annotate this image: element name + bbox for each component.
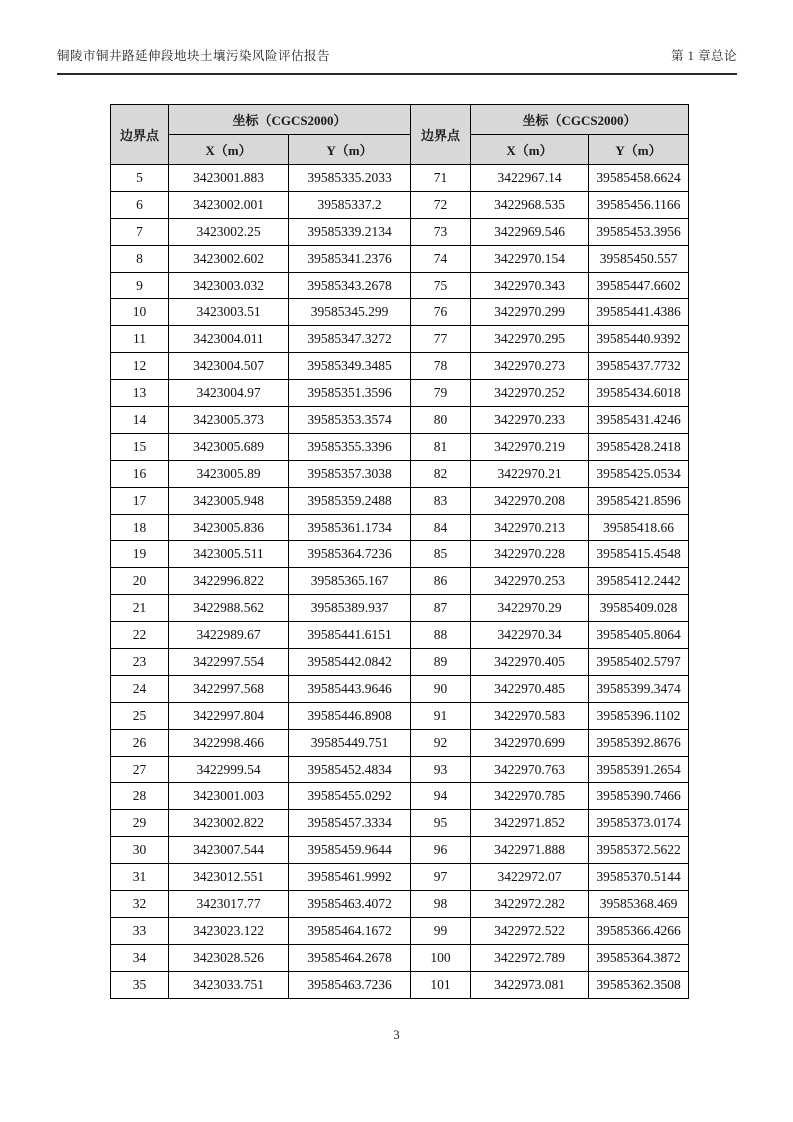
- table-cell: 3422972.282: [471, 891, 589, 918]
- table-cell: 39585463.4072: [289, 891, 411, 918]
- table-cell: 16: [111, 460, 169, 487]
- table-cell: 3422970.29: [471, 595, 589, 622]
- table-cell: 39585459.9644: [289, 837, 411, 864]
- table-cell: 39585372.5622: [589, 837, 689, 864]
- table-cell: 74: [411, 245, 471, 272]
- table-cell: 39585464.2678: [289, 944, 411, 971]
- table-row: [111, 810, 689, 837]
- table-cell: 39585452.4834: [289, 756, 411, 783]
- table-row: [111, 380, 689, 407]
- table-cell: 3422970.233: [471, 407, 589, 434]
- table-cell: 39585450.557: [589, 245, 689, 272]
- table-cell: 3422970.208: [471, 487, 589, 514]
- table-cell: 93: [411, 756, 471, 783]
- table-cell: 39585365.167: [289, 568, 411, 595]
- table-cell: 3423023.122: [169, 917, 289, 944]
- table-cell: 39585337.2: [289, 191, 411, 218]
- header-y-left: Y（m）: [289, 135, 411, 165]
- table-cell: 3423004.97: [169, 380, 289, 407]
- table-cell: 39585335.2033: [289, 165, 411, 192]
- table-cell: 39585364.7236: [289, 541, 411, 568]
- table-cell: 3422970.213: [471, 514, 589, 541]
- table-cell: 39585396.1102: [589, 702, 689, 729]
- table-cell: 81: [411, 433, 471, 460]
- table-cell: 39585399.3474: [589, 675, 689, 702]
- table-cell: 3423004.507: [169, 353, 289, 380]
- table-row: [111, 541, 689, 568]
- table-cell: 7: [111, 218, 169, 245]
- table-cell: 27: [111, 756, 169, 783]
- header-boundary-point-right: 边界点: [411, 105, 471, 165]
- table-cell: 39585442.0842: [289, 649, 411, 676]
- table-row: [111, 326, 689, 353]
- header-x-left: X（m）: [169, 135, 289, 165]
- table-row: [111, 272, 689, 299]
- table-cell: 3423007.544: [169, 837, 289, 864]
- table-cell: 39585362.3508: [589, 971, 689, 998]
- table-row: [111, 864, 689, 891]
- table-cell: 3423002.25: [169, 218, 289, 245]
- table-cell: 100: [411, 944, 471, 971]
- table-cell: 39585405.8064: [589, 622, 689, 649]
- table-cell: 20: [111, 568, 169, 595]
- table-cell: 3423002.602: [169, 245, 289, 272]
- table-cell: 39585389.937: [289, 595, 411, 622]
- table-cell: 39585368.469: [589, 891, 689, 918]
- table-cell: 73: [411, 218, 471, 245]
- table-cell: 39585391.2654: [589, 756, 689, 783]
- table-cell: 39585418.66: [589, 514, 689, 541]
- table-cell: 39585361.1734: [289, 514, 411, 541]
- table-cell: 3423003.032: [169, 272, 289, 299]
- table-cell: 98: [411, 891, 471, 918]
- table-cell: 3423005.689: [169, 433, 289, 460]
- table-cell: 39585449.751: [289, 729, 411, 756]
- table-cell: 3422972.522: [471, 917, 589, 944]
- header-y-right: Y（m）: [589, 135, 689, 165]
- table-cell: 3422969.546: [471, 218, 589, 245]
- header-boundary-point-left: 边界点: [111, 105, 169, 165]
- table-cell: 101: [411, 971, 471, 998]
- table-cell: 3422970.295: [471, 326, 589, 353]
- header-x-right: X（m）: [471, 135, 589, 165]
- table-cell: 9: [111, 272, 169, 299]
- table-row: [111, 245, 689, 272]
- table-cell: 39585461.9992: [289, 864, 411, 891]
- table-cell: 31: [111, 864, 169, 891]
- table-cell: 72: [411, 191, 471, 218]
- table-cell: 23: [111, 649, 169, 676]
- table-cell: 3422998.466: [169, 729, 289, 756]
- table-cell: 3423002.001: [169, 191, 289, 218]
- table-row: [111, 595, 689, 622]
- table-row: [111, 487, 689, 514]
- table-cell: 3422997.554: [169, 649, 289, 676]
- table-row: [111, 891, 689, 918]
- table-cell: 39585359.2488: [289, 487, 411, 514]
- table-cell: 79: [411, 380, 471, 407]
- table-cell: 28: [111, 783, 169, 810]
- table-cell: 95: [411, 810, 471, 837]
- table-cell: 15: [111, 433, 169, 460]
- table-row: [111, 917, 689, 944]
- table-cell: 3422970.154: [471, 245, 589, 272]
- table-cell: 39585421.8596: [589, 487, 689, 514]
- table-cell: 94: [411, 783, 471, 810]
- table-cell: 3422970.299: [471, 299, 589, 326]
- table-row: [111, 568, 689, 595]
- table-cell: 39585339.2134: [289, 218, 411, 245]
- table-row: [111, 756, 689, 783]
- table-cell: 39585434.6018: [589, 380, 689, 407]
- table-cell: 39585347.3272: [289, 326, 411, 353]
- table-cell: 3422967.14: [471, 165, 589, 192]
- table-cell: 3422970.785: [471, 783, 589, 810]
- table-cell: 99: [411, 917, 471, 944]
- table-cell: 3423028.526: [169, 944, 289, 971]
- table-cell: 78: [411, 353, 471, 380]
- table-cell: 97: [411, 864, 471, 891]
- table-cell: 3422999.54: [169, 756, 289, 783]
- table-cell: 39585412.2442: [589, 568, 689, 595]
- table-cell: 83: [411, 487, 471, 514]
- table-cell: 3422971.852: [471, 810, 589, 837]
- table-row: [111, 729, 689, 756]
- table-cell: 39585425.0534: [589, 460, 689, 487]
- table-cell: 84: [411, 514, 471, 541]
- header-coord-group-left: 坐标（CGCS2000）: [169, 105, 411, 135]
- table-cell: 86: [411, 568, 471, 595]
- table-cell: 24: [111, 675, 169, 702]
- table-cell: 3422972.07: [471, 864, 589, 891]
- table-row: [111, 299, 689, 326]
- table-cell: 91: [411, 702, 471, 729]
- table-cell: 3422970.21: [471, 460, 589, 487]
- table-cell: 10: [111, 299, 169, 326]
- table-cell: 88: [411, 622, 471, 649]
- table-cell: 39585373.0174: [589, 810, 689, 837]
- table-cell: 3422970.34: [471, 622, 589, 649]
- table-cell: 39585370.5144: [589, 864, 689, 891]
- table-cell: 14: [111, 407, 169, 434]
- table-row: [111, 218, 689, 245]
- table-row: [111, 165, 689, 192]
- table-cell: 12: [111, 353, 169, 380]
- table-row: [111, 407, 689, 434]
- table-cell: 39585357.3038: [289, 460, 411, 487]
- table-cell: 39585457.3334: [289, 810, 411, 837]
- table-cell: 39585343.2678: [289, 272, 411, 299]
- table-cell: 3422971.888: [471, 837, 589, 864]
- table-cell: 13: [111, 380, 169, 407]
- table-cell: 39585364.3872: [589, 944, 689, 971]
- table-cell: 39585441.4386: [589, 299, 689, 326]
- table-cell: 39585458.6624: [589, 165, 689, 192]
- table-cell: 32: [111, 891, 169, 918]
- table-cell: 3422970.699: [471, 729, 589, 756]
- table-cell: 92: [411, 729, 471, 756]
- table-row: [111, 649, 689, 676]
- table-cell: 3423017.77: [169, 891, 289, 918]
- table-cell: 80: [411, 407, 471, 434]
- running-header-title: 铜陵市铜井路延伸段地块土壤污染风险评估报告: [57, 49, 331, 63]
- table-cell: 3422970.228: [471, 541, 589, 568]
- table-cell: 34: [111, 944, 169, 971]
- table-cell: 22: [111, 622, 169, 649]
- table-cell: 3423005.511: [169, 541, 289, 568]
- table-cell: 3423012.551: [169, 864, 289, 891]
- table-cell: 35: [111, 971, 169, 998]
- table-cell: 39585351.3596: [289, 380, 411, 407]
- table-row: [111, 622, 689, 649]
- table-cell: 26: [111, 729, 169, 756]
- table-cell: 30: [111, 837, 169, 864]
- page-header: [57, 0, 737, 75]
- table-cell: 39585455.0292: [289, 783, 411, 810]
- table-cell: 85: [411, 541, 471, 568]
- table-cell: 77: [411, 326, 471, 353]
- table-cell: 90: [411, 675, 471, 702]
- table-cell: 3422970.273: [471, 353, 589, 380]
- table-cell: 39585453.3956: [589, 218, 689, 245]
- table-cell: 39585441.6151: [289, 622, 411, 649]
- table-cell: 39585431.4246: [589, 407, 689, 434]
- table-cell: 3422970.343: [471, 272, 589, 299]
- table-cell: 76: [411, 299, 471, 326]
- coordinate-table-body: [111, 165, 689, 999]
- table-row: [111, 353, 689, 380]
- table-cell: 3423005.89: [169, 460, 289, 487]
- table-cell: 3423002.822: [169, 810, 289, 837]
- table-cell: 3422972.789: [471, 944, 589, 971]
- table-cell: 39585390.7466: [589, 783, 689, 810]
- table-cell: 39585349.3485: [289, 353, 411, 380]
- table-cell: 3422973.081: [471, 971, 589, 998]
- table-cell: 39585402.5797: [589, 649, 689, 676]
- header-coord-group-right: 坐标（CGCS2000）: [471, 105, 689, 135]
- table-cell: 3423001.003: [169, 783, 289, 810]
- table-cell: 71: [411, 165, 471, 192]
- table-cell: 3422989.67: [169, 622, 289, 649]
- table-cell: 3422997.804: [169, 702, 289, 729]
- table-cell: 3423005.373: [169, 407, 289, 434]
- table-cell: 3423005.836: [169, 514, 289, 541]
- table-cell: 39585456.1166: [589, 191, 689, 218]
- table-cell: 39585345.299: [289, 299, 411, 326]
- table-cell: 18: [111, 514, 169, 541]
- table-cell: 3422970.219: [471, 433, 589, 460]
- table-cell: 3423005.948: [169, 487, 289, 514]
- table-cell: 39585437.7732: [589, 353, 689, 380]
- table-cell: 3422970.583: [471, 702, 589, 729]
- table-cell: 3423003.51: [169, 299, 289, 326]
- table-cell: 39585428.2418: [589, 433, 689, 460]
- coordinate-table: [110, 104, 689, 999]
- table-cell: 89: [411, 649, 471, 676]
- coordinate-table-header: [111, 105, 689, 165]
- table-row: [111, 702, 689, 729]
- table-row: [111, 675, 689, 702]
- table-row: [111, 837, 689, 864]
- table-cell: 3422997.568: [169, 675, 289, 702]
- table-cell: 39585415.4548: [589, 541, 689, 568]
- table-cell: 39585443.9646: [289, 675, 411, 702]
- table-cell: 3422988.562: [169, 595, 289, 622]
- table-cell: 39585355.3396: [289, 433, 411, 460]
- table-cell: 25: [111, 702, 169, 729]
- table-cell: 3422970.253: [471, 568, 589, 595]
- table-row: [111, 433, 689, 460]
- table-cell: 39585440.9392: [589, 326, 689, 353]
- table-cell: 82: [411, 460, 471, 487]
- table-row: [111, 191, 689, 218]
- table-cell: 39585446.8908: [289, 702, 411, 729]
- table-cell: 39585392.8676: [589, 729, 689, 756]
- table-row: [111, 971, 689, 998]
- table-cell: 3422970.252: [471, 380, 589, 407]
- table-cell: 19: [111, 541, 169, 568]
- table-cell: 96: [411, 837, 471, 864]
- table-cell: 5: [111, 165, 169, 192]
- table-cell: 21: [111, 595, 169, 622]
- table-row: [111, 514, 689, 541]
- table-cell: 87: [411, 595, 471, 622]
- table-cell: 6: [111, 191, 169, 218]
- table-cell: 39585464.1672: [289, 917, 411, 944]
- table-cell: 3422970.485: [471, 675, 589, 702]
- table-row: [111, 460, 689, 487]
- table-cell: 75: [411, 272, 471, 299]
- table-cell: 3423004.011: [169, 326, 289, 353]
- running-header-chapter: 第 1 章总论: [670, 49, 737, 63]
- table-cell: 17: [111, 487, 169, 514]
- table-cell: 11: [111, 326, 169, 353]
- table-cell: 33: [111, 917, 169, 944]
- table-cell: 29: [111, 810, 169, 837]
- table-cell: 3422970.763: [471, 756, 589, 783]
- table-cell: 3422970.405: [471, 649, 589, 676]
- table-cell: 39585463.7236: [289, 971, 411, 998]
- table-row: [111, 783, 689, 810]
- table-cell: 3422968.535: [471, 191, 589, 218]
- table-cell: 39585366.4266: [589, 917, 689, 944]
- table-cell: 3422996.822: [169, 568, 289, 595]
- table-cell: 39585447.6602: [589, 272, 689, 299]
- page-number: 3: [393, 1028, 400, 1042]
- table-cell: 8: [111, 245, 169, 272]
- table-row: [111, 944, 689, 971]
- table-cell: 39585341.2376: [289, 245, 411, 272]
- table-cell: 3423033.751: [169, 971, 289, 998]
- table-cell: 3423001.883: [169, 165, 289, 192]
- table-cell: 39585409.028: [589, 595, 689, 622]
- table-cell: 39585353.3574: [289, 407, 411, 434]
